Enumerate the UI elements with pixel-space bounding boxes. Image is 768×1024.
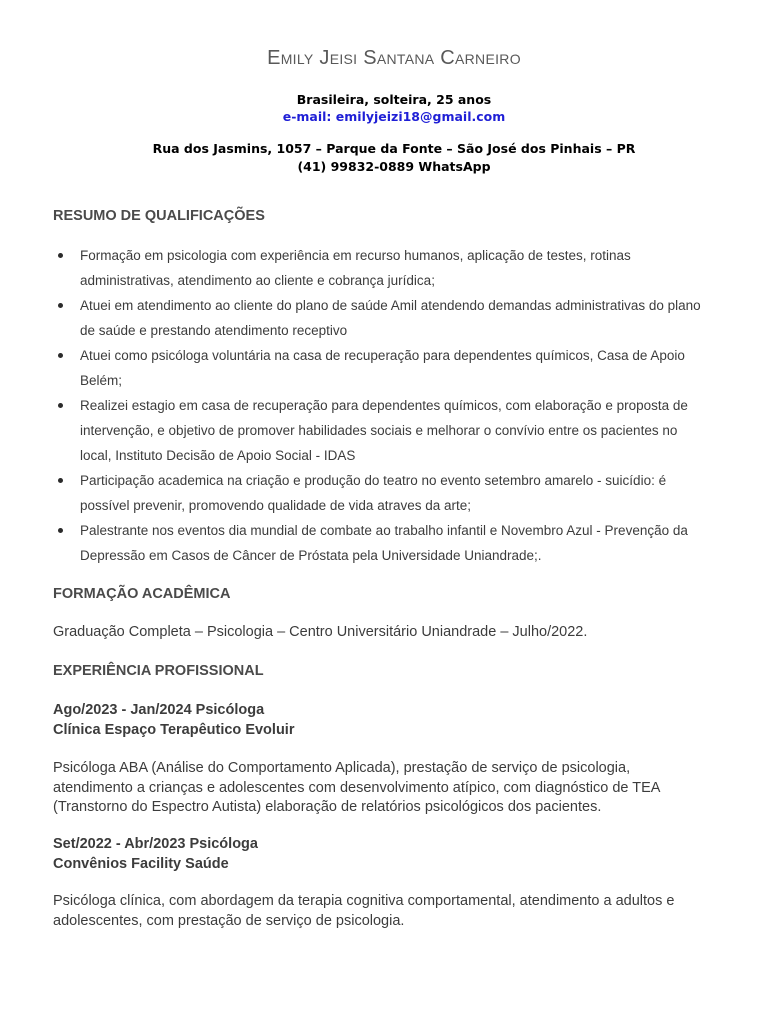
bullet-icon bbox=[53, 468, 80, 518]
list-item: Formação em psicologia com experiência em recurso humanos, aplicação de testes, rotinas administrativas, atendimento ao cliente e cobrança jurídica; bbox=[53, 243, 703, 293]
list-item: Atuei como psicóloga voluntária na casa de recuperação para dependentes químicos, Casa de Apoio Belém; bbox=[53, 343, 703, 393]
email-link[interactable]: e-mail: emilyjeizi18@gmail.com bbox=[282, 109, 506, 124]
bullet-icon bbox=[53, 393, 80, 468]
personal-info: Brasileira, solteira, 25 anos bbox=[296, 92, 492, 107]
job-company: Convênios Facility Saúde bbox=[53, 856, 229, 872]
bullet-icon bbox=[53, 293, 80, 343]
education-heading: FORMAÇÃO ACADÊMICA bbox=[53, 586, 231, 602]
job-period-title: Ago/2023 - Jan/2024 Psicóloga bbox=[53, 702, 265, 718]
qualifications-heading: RESUMO DE QUALIFICAÇÕES bbox=[53, 208, 265, 224]
experience-heading: EXPERIÊNCIA PROFISSIONAL bbox=[53, 663, 264, 679]
address: Rua dos Jasmins, 1057 – Parque da Fonte – São José dos Pinhais – PR bbox=[152, 141, 636, 156]
candidate-name: Emily Jeisi Santana Carneiro bbox=[267, 47, 521, 69]
bullet-icon bbox=[53, 243, 80, 293]
list-item: Participação academica na criação e produção do teatro no evento setembro amarelo - suicídio: é possível prevenir, promovendo qualidade de vida atraves da arte; bbox=[53, 468, 703, 518]
list-item: Realizei estagio em casa de recuperação para dependentes químicos, com elaboração e proposta de intervenção, e objetivo de promover habilidades sociais e melhorar o convívio entre os pacientes no local, Instituto Decisão de Apoio Social - IDAS bbox=[53, 393, 703, 468]
qualifications-list bbox=[53, 243, 703, 568]
list-item: Palestrante nos eventos dia mundial de combate ao trabalho infantil e Novembro Azul - Prevenção da Depressão em Casos de Câncer de Próstata pela Universidade Uniandrade;. bbox=[53, 518, 703, 568]
job-company: Clínica Espaço Terapêutico Evoluir bbox=[53, 722, 295, 738]
bullet-icon bbox=[53, 518, 80, 568]
education-text: Graduação Completa – Psicologia – Centro Universitário Uniandrade – Julho/2022. bbox=[53, 624, 588, 640]
job-description: Psicóloga ABA (Análise do Comportamento Aplicada), prestação de serviço de psicologia, atendimento a crianças e adolescentes com desenvolvimento atípico, com diagnóstico de TEA (Transtorno do Espectro Autista) elaboração de relatórios psicológicos dos pacientes. bbox=[53, 760, 660, 815]
phone: (41) 99832-0889 WhatsApp bbox=[297, 159, 491, 174]
list-item: Atuei em atendimento ao cliente do plano de saúde Amil atendendo demandas administrativas do plano de saúde e prestando atendimento receptivo bbox=[53, 293, 703, 343]
job-description: Psicóloga clínica, com abordagem da terapia cognitiva comportamental, atendimento a adultos e adolescentes, com prestação de serviço de psicologia. bbox=[53, 893, 675, 929]
job-period-title: Set/2022 - Abr/2023 Psicóloga bbox=[53, 836, 258, 852]
bullet-icon bbox=[53, 343, 80, 393]
